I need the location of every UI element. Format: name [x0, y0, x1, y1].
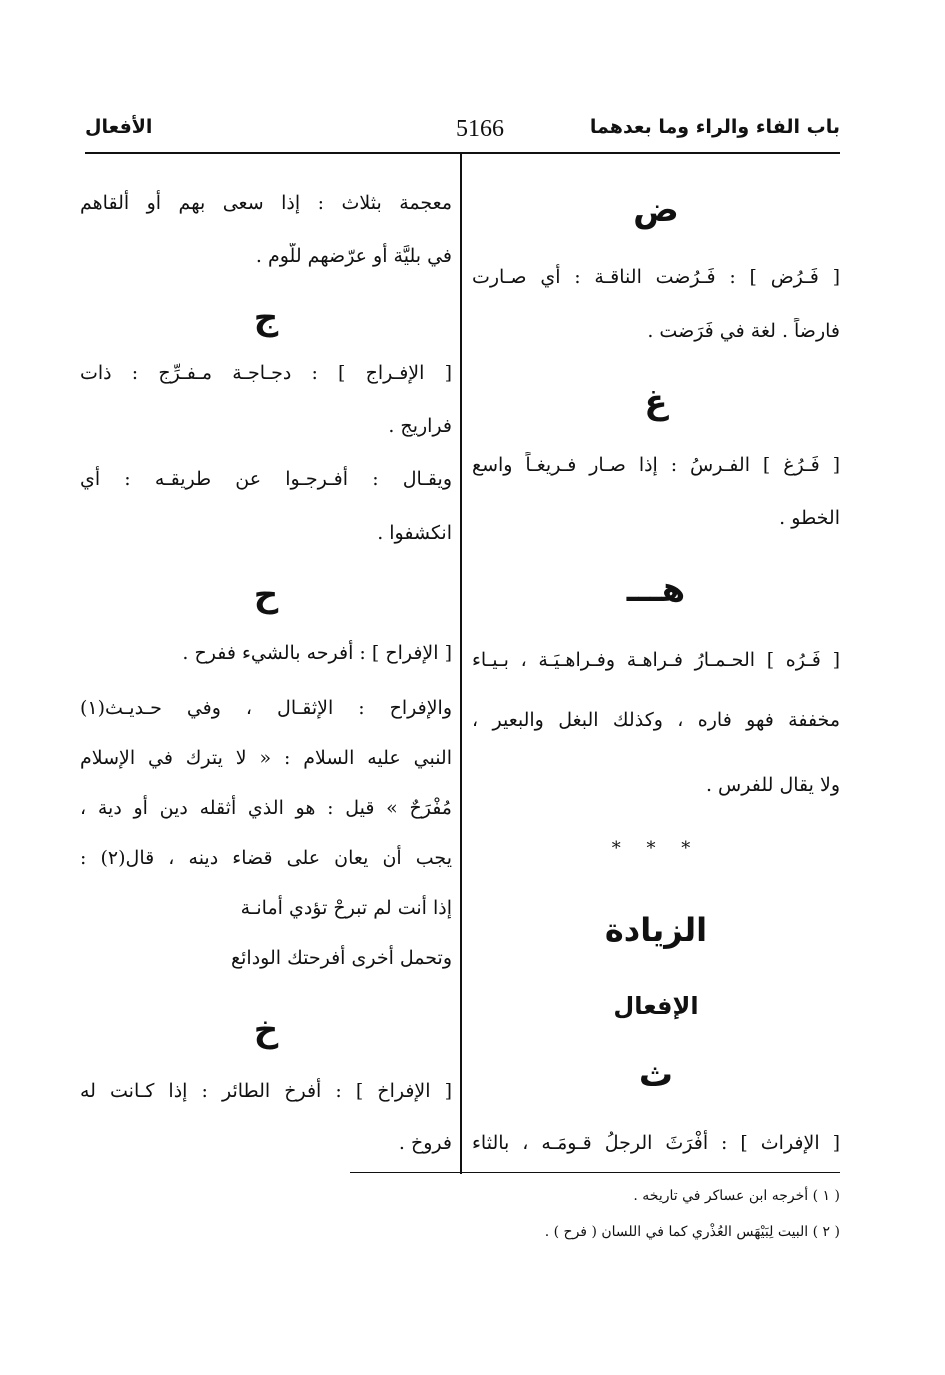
letter-heading-tha: ث	[638, 1055, 674, 1095]
page-number: 5166	[456, 116, 504, 142]
entry-line: النبي عليه السلام : « لا يترك في الإسلام	[80, 747, 452, 769]
entry-line: [ الإفراث ] : أَفْرَثَ الرجلُ قـومَـه ، بالثاء	[472, 1132, 840, 1154]
entry-line: الخطو .	[779, 507, 840, 529]
verse-line: إذا أنت لم تبرحْ تؤدي أمانـة	[240, 897, 452, 919]
entry-line: مخففة فهو فاره ، وكذلك البغل والبعير ،	[472, 709, 840, 731]
entry-line: في بليَّة أو عرّضهم للّوم .	[255, 245, 452, 267]
entry-line: [ الإفراح ] : أفرحه بالشيء ففرح .	[182, 642, 452, 664]
footnote-2: ( ٢ ) البيت لِبَيْهَس العُذْري كما في اللسان ( فرح ) .	[544, 1224, 840, 1240]
chapter-title: باب الفاء والراء وما بعدهما	[589, 116, 840, 138]
entry-line: ويقـال : أفـرجـوا عن طريقـه : أي	[80, 468, 452, 490]
entry-line: [ فَـرُه ] الحـمـارُ فـراهـة وفـراهـيَـة ، بـيـاء	[472, 649, 840, 671]
entry-line: ولا يقال للفرس .	[705, 774, 840, 796]
entry-line: فارضاً . لغة في فَرَضت .	[647, 320, 840, 342]
entry-line: [ الإفراخ ] : أفرخ الطائر : إذا كـانت له	[80, 1080, 452, 1102]
entry-line: انكشفوا .	[377, 522, 452, 544]
entry-line: فراريج .	[388, 415, 452, 437]
subsection-title: الإفعال	[613, 992, 699, 1020]
verse-line: وتحمل أخرى أفرحتك الودائع	[231, 947, 452, 969]
footnote-divider	[350, 1172, 840, 1173]
entry-line: فروخ .	[398, 1132, 452, 1154]
letter-heading-kha: خ	[253, 1010, 279, 1050]
entry-line: معجمة بثلاث : إذا سعى بهم أو ألقاهم	[80, 192, 452, 214]
entry-line: والإفراح : الإثقـال ، وفي حـديـث(١)	[80, 697, 452, 719]
entry-line: يجب أن يعان على قضاء دينه ، قال(٢) :	[80, 847, 452, 869]
page-header	[85, 108, 840, 154]
letter-heading-ghain: غ	[644, 382, 668, 422]
footnote-1: ( ١ ) أخرجه ابن عساكر في تاريخه .	[633, 1188, 840, 1204]
entry-line: [ فَـرُغ ] الفـرسُ : إذا صـار فـريغـاً واسع	[472, 454, 840, 476]
section-heading: الأفعال	[85, 116, 153, 138]
letter-heading-dad: ض	[633, 190, 679, 230]
section-separator-stars: * * *	[611, 838, 701, 859]
entry-line: مُفْرَحٌ » قيل : هو الذي أثقله دين أو دية ،	[80, 797, 452, 819]
entry-line: [ الإفـراج ] : دجـاجـة مـفـرِّج : ذات	[80, 362, 452, 384]
entry-line: [ فَـرُض ] : فَـرُضت الناقـة : أي صـارت	[472, 266, 840, 288]
letter-heading-jim: ج	[253, 298, 279, 338]
column-divider	[460, 152, 462, 1174]
letter-heading-ha2: ح	[253, 575, 279, 615]
letter-heading-ha: هـــ	[626, 570, 686, 610]
section-title: الزيادة	[604, 911, 708, 949]
